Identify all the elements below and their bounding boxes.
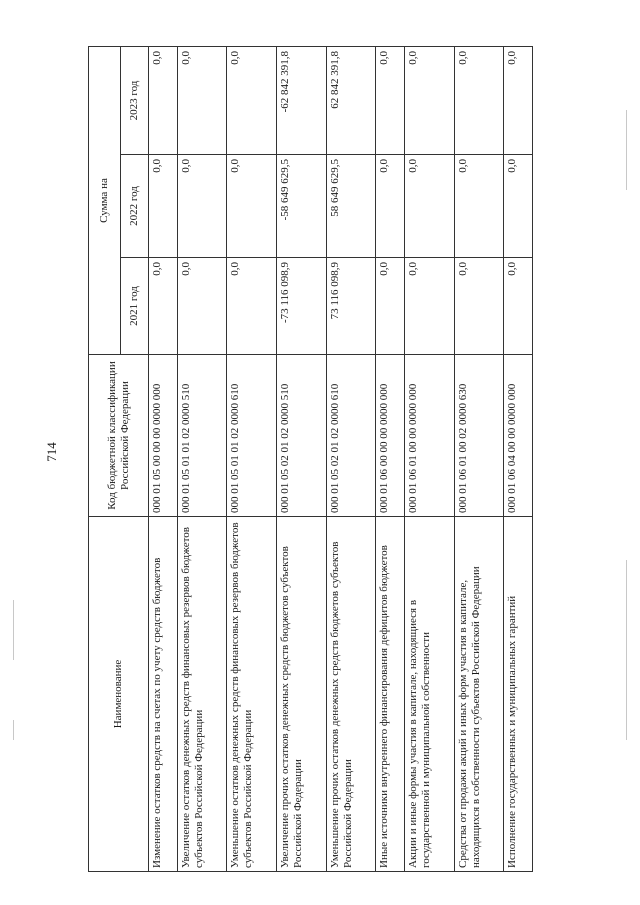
table-row xyxy=(276,46,326,871)
row-value-2023: 0,0 xyxy=(227,46,277,154)
header-name: Наименование xyxy=(89,517,149,872)
row-value-2023: 62 842 391,8 xyxy=(326,46,376,154)
scan-mark xyxy=(13,600,14,660)
row-value-2021: 0,0 xyxy=(177,258,227,355)
row-code: 000 01 05 01 01 02 0000 610 xyxy=(227,355,277,517)
table-row xyxy=(504,46,533,871)
row-value-2023: 0,0 xyxy=(149,46,178,154)
row-code: 000 01 05 00 00 00 0000 000 xyxy=(149,355,178,517)
row-value-2023: 0,0 xyxy=(177,46,227,154)
row-name: Увеличение прочих остатков денежных средств бюджетов субъектов Российской Федерации xyxy=(276,517,326,872)
row-value-2021: 0,0 xyxy=(504,258,533,355)
row-value-2022: 0,0 xyxy=(404,155,454,258)
row-name: Увеличение остатков денежных средств финансовых резервов бюджетов субъектов Российской Федерации xyxy=(177,517,227,872)
row-name: Акции и иные формы участия в капитале, находящиеся в государственной и муниципальной собственности xyxy=(404,517,454,872)
row-value-2023: 0,0 xyxy=(376,46,405,154)
row-code: 000 01 05 01 01 02 0000 510 xyxy=(177,355,227,517)
row-value-2023: 0,0 xyxy=(454,46,504,154)
row-value-2022: -58 649 629,5 xyxy=(276,155,326,258)
row-value-2021: 0,0 xyxy=(404,258,454,355)
budget-sources-table xyxy=(88,46,533,872)
scan-mark xyxy=(13,720,14,740)
row-value-2022: 0,0 xyxy=(504,155,533,258)
header-year-2021: 2021 год xyxy=(121,258,149,355)
header-year-2023: 2023 год xyxy=(121,46,149,154)
page-number: 714 xyxy=(44,442,59,462)
header-sum: Сумма на xyxy=(89,46,121,354)
row-value-2023: -62 842 391,8 xyxy=(276,46,326,154)
table-row xyxy=(177,46,227,871)
row-name: Исполнение государственных и муниципальных гарантий xyxy=(504,517,533,872)
row-value-2022: 0,0 xyxy=(149,155,178,258)
row-name: Средства от продажи акций и иных форм участия в капитале, находящихся в собственности субъектов Российской Федерации xyxy=(454,517,504,872)
row-value-2021: 0,0 xyxy=(149,258,178,355)
row-value-2021: 0,0 xyxy=(227,258,277,355)
header-row xyxy=(89,46,121,871)
header-year-2022: 2022 год xyxy=(121,155,149,258)
row-value-2023: 0,0 xyxy=(504,46,533,154)
row-value-2022: 0,0 xyxy=(376,155,405,258)
scan-mark xyxy=(626,110,627,190)
rotated-table-container xyxy=(88,47,533,872)
row-code: 000 01 05 02 01 02 0000 510 xyxy=(276,355,326,517)
row-value-2022: 0,0 xyxy=(454,155,504,258)
table-row xyxy=(326,46,376,871)
row-value-2021: 73 116 098,9 xyxy=(326,258,376,355)
row-code: 000 01 06 04 00 00 0000 000 xyxy=(504,355,533,517)
row-name: Уменьшение остатков денежных средств финансовых резервов бюджетов субъектов Российской Федерации xyxy=(227,517,277,872)
row-value-2021: -73 116 098,9 xyxy=(276,258,326,355)
row-code: 000 01 06 01 00 02 0000 630 xyxy=(454,355,504,517)
row-name: Изменение остатков средств на счетах по учету средств бюджетов xyxy=(149,517,178,872)
row-name: Иные источники внутреннего финансирования дефицитов бюджетов xyxy=(376,517,405,872)
header-code: Код бюджетной классификации Российской Федерации xyxy=(89,355,149,517)
row-value-2022: 0,0 xyxy=(177,155,227,258)
table-row xyxy=(376,46,405,871)
row-value-2022: 58 649 629,5 xyxy=(326,155,376,258)
row-value-2021: 0,0 xyxy=(454,258,504,355)
row-name: Уменьшение прочих остатков денежных средств бюджетов субъектов Российской Федерации xyxy=(326,517,376,872)
table-row xyxy=(454,46,504,871)
table-row xyxy=(227,46,277,871)
scan-mark xyxy=(626,560,627,740)
row-code: 000 01 05 02 01 02 0000 610 xyxy=(326,355,376,517)
row-value-2023: 0,0 xyxy=(404,46,454,154)
row-value-2022: 0,0 xyxy=(227,155,277,258)
table-row xyxy=(149,46,178,871)
row-value-2021: 0,0 xyxy=(376,258,405,355)
table-row xyxy=(404,46,454,871)
row-code: 000 01 06 00 00 00 0000 000 xyxy=(376,355,405,517)
row-code: 000 01 06 01 00 00 0000 000 xyxy=(404,355,454,517)
